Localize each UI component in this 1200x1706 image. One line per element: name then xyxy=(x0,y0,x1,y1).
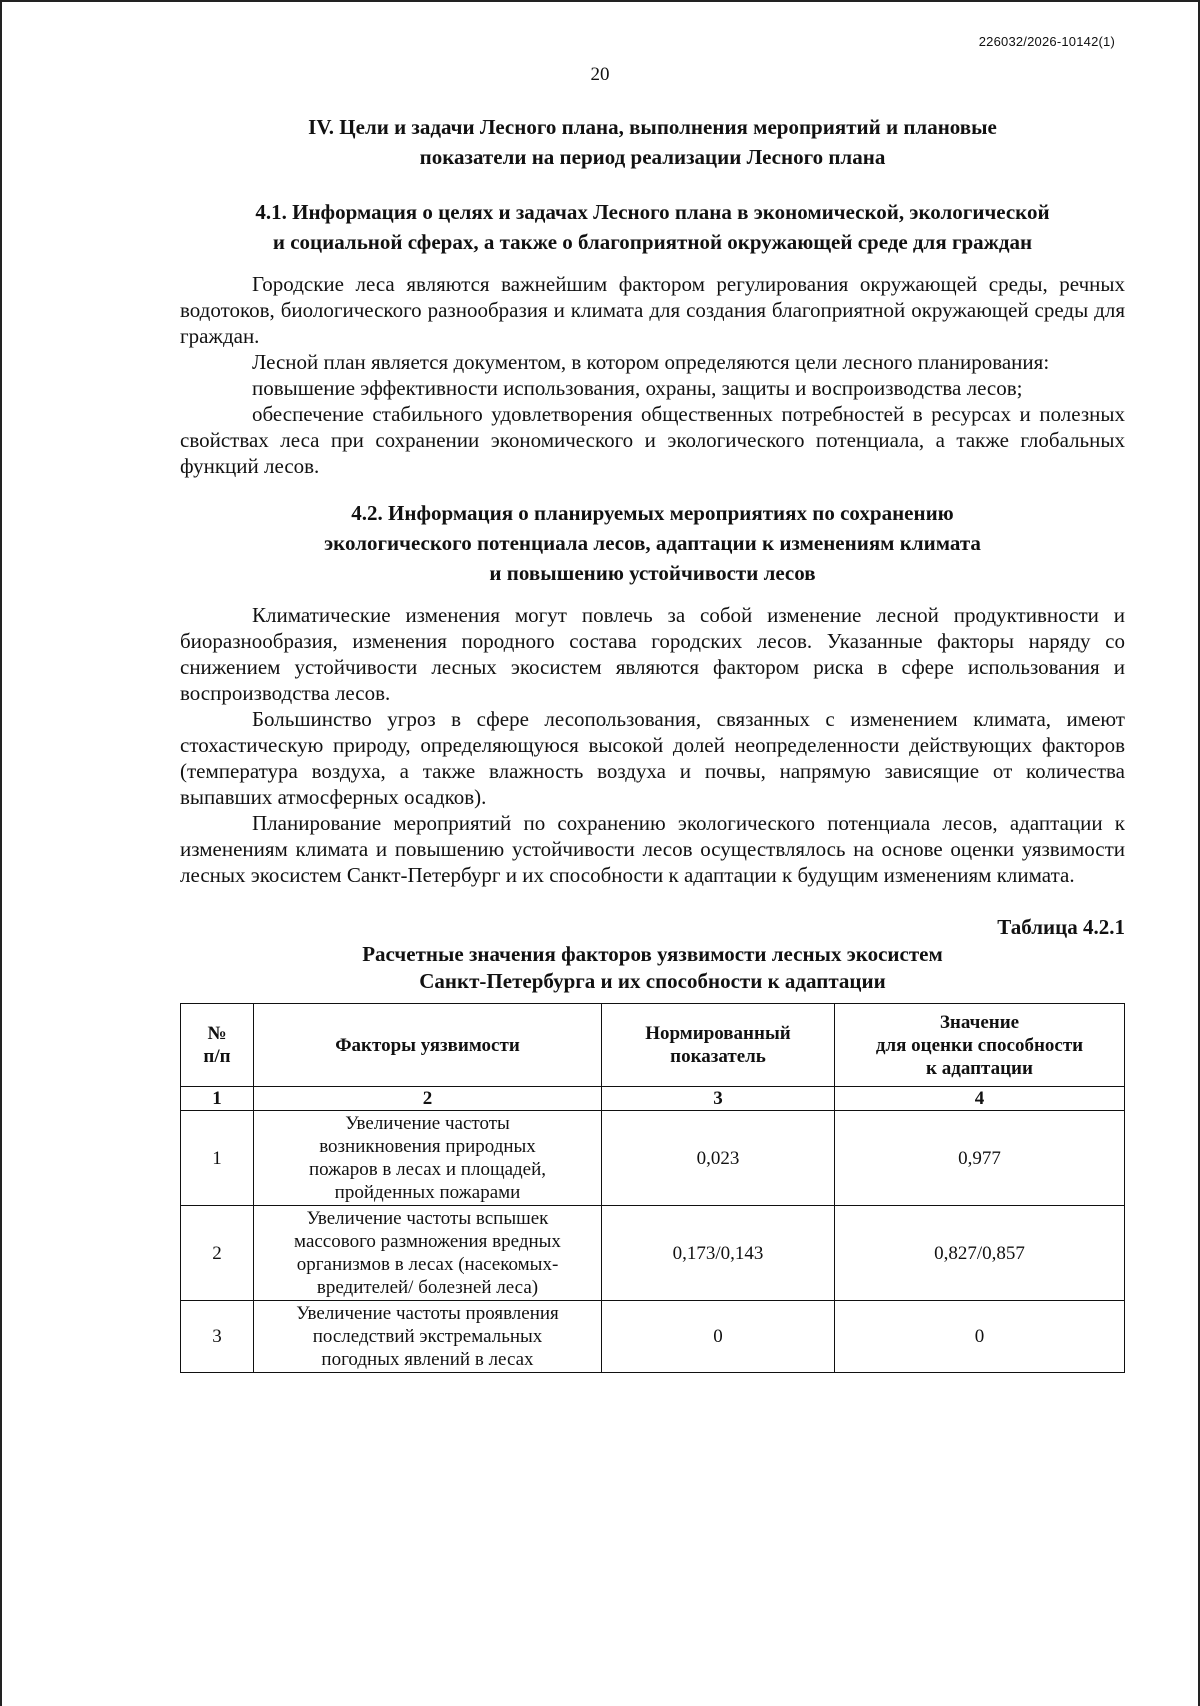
row-number: 3 xyxy=(181,1301,254,1373)
table-row xyxy=(181,1206,1125,1301)
paragraph: обеспечение стабильного удовлетворения общественных потребностей в ресурсах и полезных свойствах леса при сохранении экономического и экологического потенциала, а также глобальных функций лесов. xyxy=(180,402,1125,478)
paragraph: Городские леса являются важнейшим фактором регулирования окружающей среды, речных водотоков, биологического разнообразия и климата для создания благоприятной окружающей среды для граждан. xyxy=(180,272,1125,348)
header-line: показатель xyxy=(670,1046,766,1067)
column-number: 2 xyxy=(254,1087,602,1111)
table-title xyxy=(180,941,1125,995)
section-heading-line: IV. Цели и задачи Лесного плана, выполнения мероприятий и плановые xyxy=(308,115,997,139)
section-heading xyxy=(180,112,1125,172)
factor-cell xyxy=(254,1111,602,1206)
subsection-title-line: 4.1. Информация о целях и задачах Лесного плана в экономической, экологической xyxy=(255,200,1050,224)
subsection-title-line: 4.2. Информация о планируемых мероприятиях по сохранению xyxy=(351,501,954,525)
factor-line: погодных явлений в лесах xyxy=(321,1349,534,1370)
norm-cell: 0 xyxy=(602,1301,835,1373)
column-number-row xyxy=(181,1087,1125,1111)
header-value xyxy=(835,1004,1125,1087)
paragraph: Планирование мероприятий по сохранению экологического потенциала лесов, адаптации к изменениям климата и повышению устойчивости лесов осуществлялось на основе оценки уязвимости лесных экосистем Санкт-Петербург и их способности к адаптации к будущим изменениям климата. xyxy=(180,811,1125,887)
subsection-4-2-title xyxy=(180,498,1125,588)
table-title-line: Расчетные значения факторов уязвимости лесных экосистем xyxy=(362,942,943,966)
header-factor: Факторы уязвимости xyxy=(254,1004,602,1087)
factor-cell xyxy=(254,1206,602,1301)
factor-cell xyxy=(254,1301,602,1373)
subsection-title-line: экологического потенциала лесов, адаптации к изменениям климата xyxy=(324,531,981,555)
column-number: 3 xyxy=(602,1087,835,1111)
header-line: к адаптации xyxy=(926,1057,1033,1079)
subsection-title-line: и социальной сферах, а также о благоприятной окружающей среде для граждан xyxy=(272,230,1033,254)
factor-line: Увеличение частоты вспышек xyxy=(306,1208,549,1229)
header-line: Значение xyxy=(939,1011,1020,1033)
header-line: для оценки способности xyxy=(875,1034,1084,1056)
row-number: 2 xyxy=(181,1206,254,1301)
norm-cell: 0,173/0,143 xyxy=(602,1206,835,1301)
norm-cell: 0,023 xyxy=(602,1111,835,1206)
table-row xyxy=(181,1301,1125,1373)
factor-line: массового размножения вредных xyxy=(294,1231,561,1252)
page-border-left xyxy=(0,0,2,1706)
factor-line: Увеличение частоты проявления xyxy=(296,1303,559,1324)
subsection-4-1-title xyxy=(180,197,1125,257)
section-heading-line: показатели на период реализации Лесного плана xyxy=(419,145,886,169)
factor-line: последствий экстремальных xyxy=(312,1326,543,1347)
value-cell: 0,827/0,857 xyxy=(835,1206,1125,1301)
header-line: п/п xyxy=(203,1046,231,1067)
paragraph: повышение эффективности использования, охраны, защиты и воспроизводства лесов; xyxy=(252,376,1023,400)
subsection-4-1-body xyxy=(180,271,1125,479)
factor-line: Увеличение частоты xyxy=(345,1113,510,1134)
value-cell: 0,977 xyxy=(835,1111,1125,1206)
factor-line: пройденных пожарами xyxy=(334,1182,521,1203)
factor-line: возникновения природных xyxy=(319,1136,536,1157)
table-label: Таблица 4.2.1 xyxy=(997,915,1125,939)
page-border-top xyxy=(0,0,1200,2)
page-content xyxy=(180,112,1125,1373)
vulnerability-table xyxy=(180,1003,1125,1373)
factor-line: вредителей/ болезней леса) xyxy=(316,1277,539,1298)
page-number: 20 xyxy=(590,64,610,85)
row-number: 1 xyxy=(181,1111,254,1206)
subsection-title-line: и повышению устойчивости лесов xyxy=(489,561,816,585)
column-number: 1 xyxy=(181,1087,254,1111)
paragraph: Климатические изменения могут повлечь за собой изменение лесной продуктивности и биоразнообразия, изменения породного состава городских лесов. Указанные факторы наряду со снижением устойчивости лесных экосистем являются фактором риска в сфере использования и воспроизводства лесов. xyxy=(180,603,1125,705)
factor-line: организмов в лесах (насекомых- xyxy=(296,1254,559,1275)
paragraph: Лесной план является документом, в котором определяются цели лесного планирования: xyxy=(252,350,1050,374)
value-cell: 0 xyxy=(835,1301,1125,1373)
table-row xyxy=(181,1111,1125,1206)
table-title-line: Санкт-Петербурга и их способности к адаптации xyxy=(419,969,886,993)
header-line: Нормированный xyxy=(645,1023,791,1044)
column-number: 4 xyxy=(835,1087,1125,1111)
paragraph: Большинство угроз в сфере лесопользования, связанных с изменением климата, имеют стохастическую природу, определяющуюся высокой долей неопределенности действующих факторов (температура воздуха, а также влажность воздуха и почвы, напрямую зависящие от количества выпавших атмосферных осадков). xyxy=(180,707,1125,809)
header-norm xyxy=(602,1004,835,1087)
document-id: 226032/2026-10142(1) xyxy=(978,34,1115,49)
table-header-row xyxy=(181,1004,1125,1087)
subsection-4-2-body xyxy=(180,602,1125,888)
factor-line: пожаров в лесах и площадей, xyxy=(308,1159,547,1180)
header-num xyxy=(181,1004,254,1087)
header-line: № xyxy=(207,1023,227,1044)
